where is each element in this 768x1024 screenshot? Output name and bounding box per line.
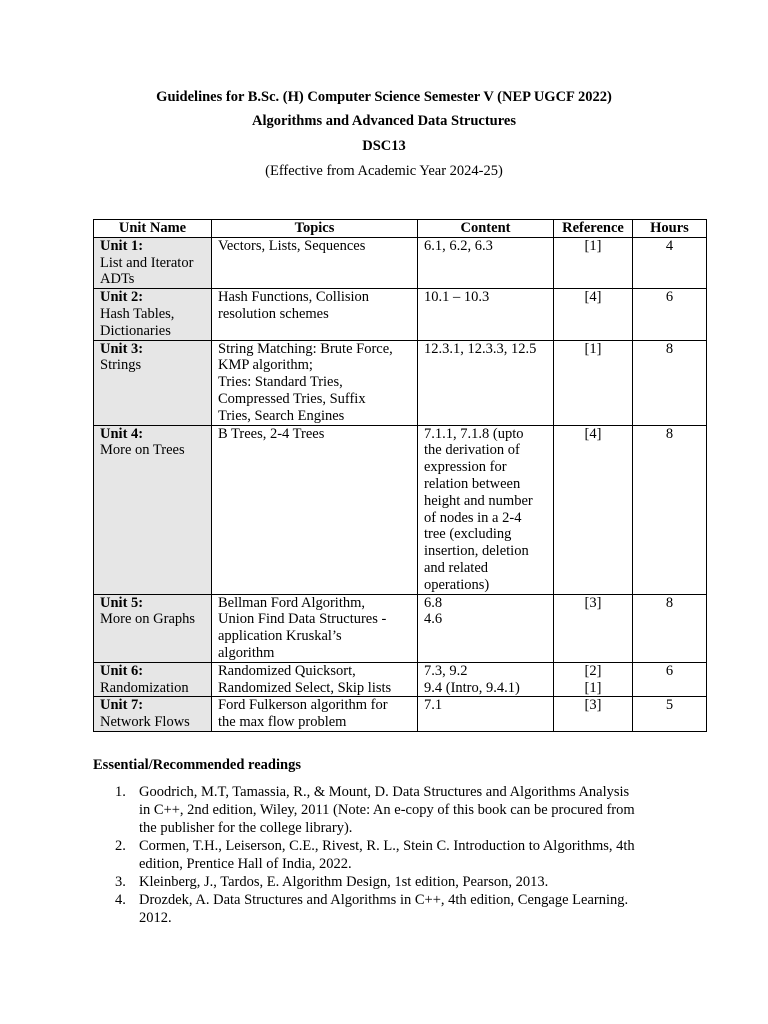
reading-text-line: the publisher for the college library).: [139, 820, 353, 836]
topics-cell: [212, 340, 418, 425]
content-line: 12.3.1, 12.3.3, 12.5: [424, 340, 537, 357]
content-line: expression for: [424, 459, 507, 476]
unit-number: Unit 3:: [100, 340, 144, 357]
reference-cell: [554, 594, 633, 662]
content-line: 7.3, 9.2: [424, 662, 468, 679]
unit-name-line: Dictionaries: [100, 322, 171, 339]
content-line: 9.4 (Intro, 9.4.1): [424, 679, 520, 696]
topics-line: Bellman Ford Algorithm,: [218, 594, 366, 611]
unit-number: Unit 6:: [100, 662, 144, 679]
content-line: insertion, deletion: [424, 543, 529, 560]
unit-number: Unit 2:: [100, 289, 144, 306]
unit-name-cell: [94, 237, 212, 288]
reference-line: [4]: [584, 425, 602, 442]
reference-line: [2]: [584, 662, 602, 679]
column-header-reference: Reference: [554, 220, 633, 238]
content-cell: [418, 289, 554, 340]
reading-text-line: 2012.: [139, 910, 172, 926]
column-header-content: Content: [418, 220, 554, 238]
reading-number: 4.: [115, 892, 126, 908]
unit-name-line: More on Graphs: [100, 611, 196, 628]
unit-name-line: Network Flows: [100, 714, 190, 731]
syllabus-table: [93, 219, 707, 732]
table-row: [94, 594, 707, 662]
unit-name-line: ADTs: [100, 271, 135, 288]
hours-cell: 8: [633, 594, 707, 662]
reading-text-line: Cormen, T.H., Leiserson, C.E., Rivest, R. L., Stein C. Introduction to Algorithms, 4th: [139, 838, 635, 854]
readings-list: [93, 783, 683, 927]
content-line: 7.1.1, 7.1.8 (upto: [424, 425, 524, 442]
table-row: [94, 340, 707, 425]
topics-line: String Matching: Brute Force,: [218, 340, 393, 357]
hours-cell: 6: [633, 662, 707, 697]
unit-name-cell: [94, 662, 212, 697]
table-row: [94, 237, 707, 288]
table-row: [94, 425, 707, 594]
unit-number: Unit 7:: [100, 697, 144, 714]
reading-text-line: Goodrich, M.T, Tamassia, R., & Mount, D. Data Structures and Algorithms Analysis: [139, 784, 630, 800]
reading-number: 1.: [115, 784, 126, 800]
content-line: 7.1: [424, 697, 443, 714]
topics-line: Union Find Data Structures -: [218, 611, 387, 628]
unit-name-cell: [94, 340, 212, 425]
content-cell: [418, 340, 554, 425]
hours-cell: 8: [633, 340, 707, 425]
topics-line: Vectors, Lists, Sequences: [218, 237, 366, 254]
topics-line: KMP algorithm;: [218, 357, 313, 374]
topics-cell: [212, 289, 418, 340]
unit-name-cell: [94, 289, 212, 340]
topics-line: algorithm: [218, 644, 275, 661]
reference-cell: [554, 425, 633, 594]
unit-name-line: More on Trees: [100, 442, 185, 459]
reading-number: 2.: [115, 838, 126, 854]
unit-name-cell: [94, 697, 212, 732]
reference-line: [1]: [584, 340, 602, 357]
column-header-hours: Hours: [633, 220, 707, 238]
content-cell: [418, 425, 554, 594]
effective-year: (Effective from Academic Year 2024-25): [265, 163, 503, 179]
topics-line: Hash Functions, Collision: [218, 289, 370, 306]
reading-item: [93, 783, 683, 837]
topics-line: Tries, Search Engines: [218, 407, 345, 424]
content-line: tree (excluding: [424, 526, 512, 543]
unit-name-cell: [94, 594, 212, 662]
content-cell: [418, 237, 554, 288]
content-line: 4.6: [424, 611, 443, 628]
topics-cell: [212, 697, 418, 732]
topics-cell: [212, 662, 418, 697]
reading-text-line: Drozdek, A. Data Structures and Algorithms in C++, 4th edition, Cengage Learning.: [139, 892, 629, 908]
hours-cell: 8: [633, 425, 707, 594]
reading-text-line: in C++, 2nd edition, Wiley, 2011 (Note: An e-copy of this book can be procured from: [139, 802, 635, 818]
reference-line: [1]: [584, 679, 602, 696]
topics-line: application Kruskal’s: [218, 628, 342, 645]
topics-cell: [212, 237, 418, 288]
topics-cell: [212, 594, 418, 662]
unit-name-cell: [94, 425, 212, 594]
column-header-unit-name: Unit Name: [94, 220, 212, 238]
document-title: Guidelines for B.Sc. (H) Computer Science Semester V (NEP UGCF 2022): [156, 89, 612, 105]
content-cell: [418, 662, 554, 697]
reference-cell: [554, 289, 633, 340]
content-cell: [418, 697, 554, 732]
topics-line: Compressed Tries, Suffix: [218, 390, 366, 407]
unit-number: Unit 4:: [100, 425, 144, 442]
topics-line: Randomized Quicksort,: [218, 662, 356, 679]
unit-name-line: List and Iterator: [100, 254, 194, 271]
hours-cell: 4: [633, 237, 707, 288]
unit-name-line: Hash Tables,: [100, 305, 175, 322]
unit-number: Unit 5:: [100, 594, 144, 611]
hours-cell: 5: [633, 697, 707, 732]
table-row: [94, 662, 707, 697]
course-code: DSC13: [362, 138, 406, 154]
topics-line: Randomized Select, Skip lists: [218, 679, 392, 696]
topics-line: the max flow problem: [218, 714, 347, 731]
reading-item: [93, 891, 683, 927]
topics-cell: [212, 425, 418, 594]
table-row: [94, 697, 707, 732]
reference-line: [1]: [584, 237, 602, 254]
reading-number: 3.: [115, 874, 126, 890]
table-body: [94, 237, 707, 731]
table-row: [94, 289, 707, 340]
topics-line: B Trees, 2-4 Trees: [218, 425, 325, 442]
reading-item: [93, 837, 683, 873]
reference-line: [4]: [584, 289, 602, 306]
reference-cell: [554, 340, 633, 425]
unit-name-line: Strings: [100, 357, 142, 374]
reading-item: [93, 873, 683, 891]
content-cell: [418, 594, 554, 662]
reference-line: [3]: [584, 594, 602, 611]
content-line: relation between: [424, 475, 521, 492]
content-line: operations): [424, 576, 490, 593]
reference-cell: [554, 237, 633, 288]
unit-name-line: Randomization: [100, 679, 189, 696]
unit-number: Unit 1:: [100, 237, 144, 254]
hours-cell: 6: [633, 289, 707, 340]
reference-cell: [554, 662, 633, 697]
readings-title: Essential/Recommended readings: [93, 757, 301, 773]
content-line: 6.8: [424, 594, 443, 611]
reference-cell: [554, 697, 633, 732]
topics-line: Tries: Standard Tries,: [218, 374, 343, 391]
content-line: the derivation of: [424, 442, 520, 459]
table-header-row: [94, 220, 707, 238]
content-line: and related: [424, 559, 489, 576]
content-line: 10.1 – 10.3: [424, 289, 490, 306]
course-title: Algorithms and Advanced Data Structures: [252, 113, 516, 129]
reading-text-line: edition, Prentice Hall of India, 2022.: [139, 856, 352, 872]
reading-text-line: Kleinberg, J., Tardos, E. Algorithm Design, 1st edition, Pearson, 2013.: [139, 874, 549, 890]
column-header-topics: Topics: [212, 220, 418, 238]
reference-line: [3]: [584, 697, 602, 714]
content-line: of nodes in a 2-4: [424, 509, 522, 526]
content-line: 6.1, 6.2, 6.3: [424, 237, 493, 254]
content-line: height and number: [424, 492, 533, 509]
topics-line: Ford Fulkerson algorithm for: [218, 697, 388, 714]
topics-line: resolution schemes: [218, 305, 329, 322]
